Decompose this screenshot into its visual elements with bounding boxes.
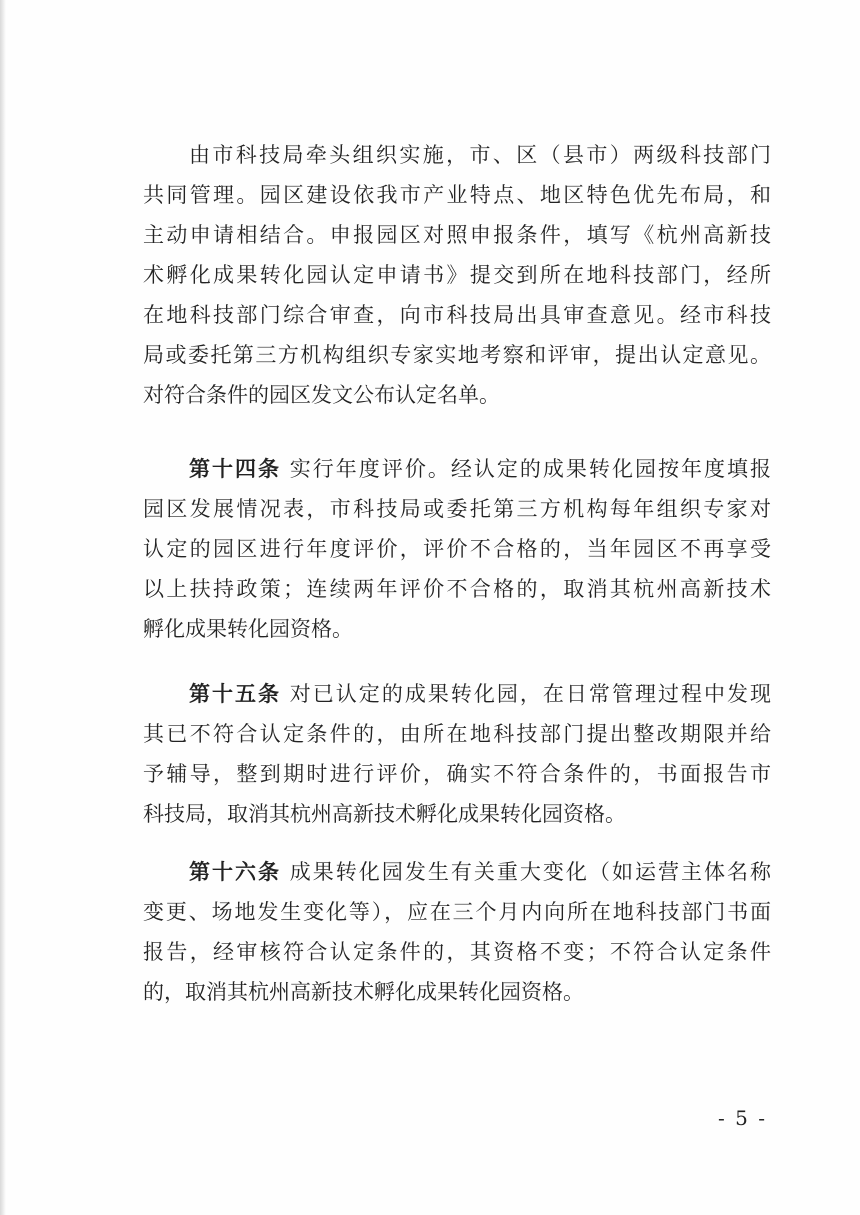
article-text: 对已认定的成果转化园，在日常管理过程中发现	[289, 682, 771, 706]
article-text: 成果转化园发生有关重大变化（如运营主体名称	[289, 860, 771, 884]
paragraph-line: 科技局，取消其杭州高新技术孵化成果转化园资格。	[143, 802, 626, 826]
paragraph-line: 局或委托第三方机构组织专家实地考察和评审，提出认定意见。	[143, 343, 771, 367]
article-heading: 第十六条	[189, 860, 282, 884]
paragraph-line: 予辅导，整到期时进行评价，确实不符合条件的，书面报告市	[143, 762, 771, 786]
paragraph-line: 共同管理。园区建设依我市产业特点、地区特色优先布局，和	[143, 183, 771, 207]
paragraph-line: 其已不符合认定条件的，由所在地科技部门提出整改期限并给	[143, 722, 771, 746]
paragraph-line: 在地科技部门综合审查，向市科技局出具审查意见。经市科技	[143, 303, 771, 327]
article-heading: 第十五条	[189, 682, 282, 706]
article-15	[143, 674, 771, 834]
article-first-line	[143, 852, 771, 892]
paragraph-line: 园区发展情况表，市科技局或委托第三方机构每年组织专家对	[143, 497, 771, 521]
paragraph-line: 术孵化成果转化园认定申请书》提交到所在地科技部门，经所	[143, 263, 771, 287]
paragraph-line: 以上扶持政策；连续两年评价不合格的，取消其杭州高新技术	[143, 577, 771, 601]
paragraph-line: 认定的园区进行年度评价，评价不合格的，当年园区不再享受	[143, 537, 771, 561]
article-heading: 第十四条	[189, 457, 282, 481]
paragraph-line: 变更、场地发生变化等），应在三个月内向所在地科技部门书面	[143, 900, 771, 924]
paragraph-line: 由市科技局牵头组织实施，市、区（县市）两级科技部门	[189, 143, 771, 167]
page-number: - 5 -	[718, 1106, 767, 1130]
article-14	[143, 449, 771, 649]
paragraph-line: 的，取消其杭州高新技术孵化成果转化园资格。	[143, 980, 584, 1004]
article-first-line	[143, 674, 771, 714]
article-16	[143, 852, 771, 1012]
article-first-line	[143, 449, 771, 489]
paragraph-line: 对符合条件的园区发文公布认定名单。	[143, 383, 500, 407]
paragraph-line: 报告，经审核符合认定条件的，其资格不变；不符合认定条件	[143, 940, 771, 964]
article-text: 实行年度评价。经认定的成果转化园按年度填报	[289, 457, 771, 481]
paragraph-line: 主动申请相结合。申报园区对照申报条件，填写《杭州高新技	[143, 223, 771, 247]
paragraph-1	[143, 135, 771, 415]
scan-shadow-edge	[0, 0, 6, 1215]
paragraph-line: 孵化成果转化园资格。	[143, 617, 353, 641]
